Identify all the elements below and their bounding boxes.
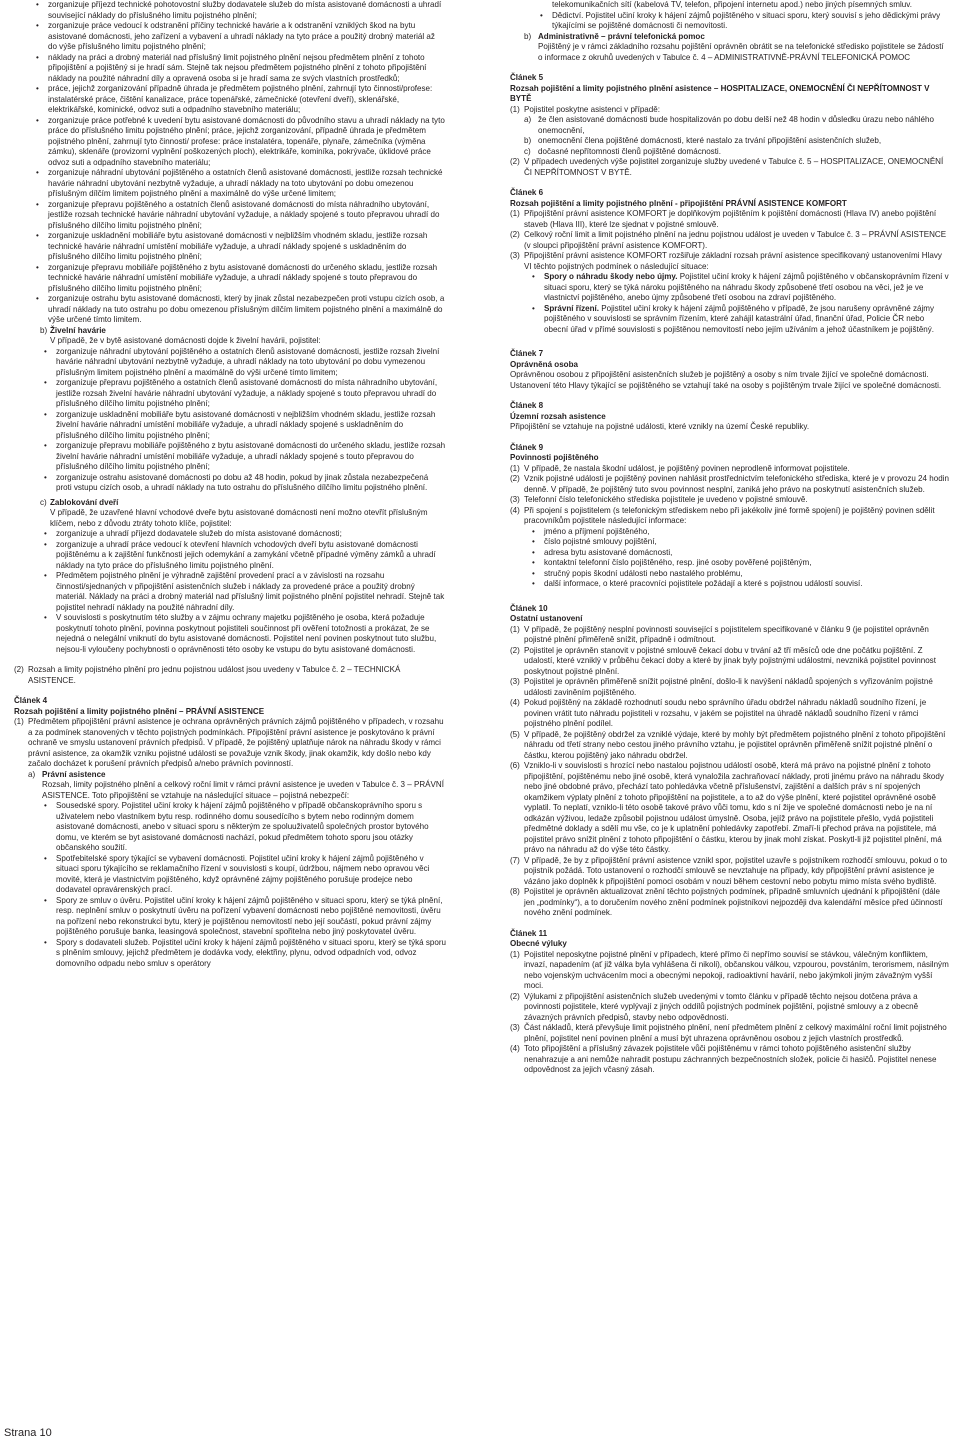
left-column bbox=[14, 0, 446, 969]
list-item: • další informace, o které pracovníci pojistitele požádají a které s pojistnou událostí souvisí. bbox=[524, 579, 950, 590]
paragraph-number: (3) bbox=[510, 495, 520, 504]
paragraph-number: (4) bbox=[510, 1044, 520, 1053]
paragraph-number: (1) bbox=[510, 624, 520, 634]
paragraph bbox=[510, 730, 950, 762]
paragraph bbox=[510, 474, 950, 495]
paragraph-number: (1) bbox=[510, 949, 520, 959]
list-item bbox=[510, 147, 950, 158]
list-item bbox=[524, 272, 950, 304]
paragraph-text: Část nákladů, která převyšuje limit pojistného plnění, není předmětem plnění z celkový maximální roční limit pojistného plnění, pojistitel není povinen plnění a musí být uhrazena oprávněnou osobou z jejich vlastních prostředků. bbox=[524, 1023, 947, 1043]
list-item: • zorganizuje příjezd technické pohotovostní služby dodavatele služeb do místa asistované domácnosti a uhradí související náklady do příslušného limitu pojistného plnění; bbox=[28, 0, 446, 21]
paragraph-text: V případech uvedených výše pojistitel zorganizuje služby uvedené v Tabulce č. 5 – HOSPITALIZACE, ONEMOCNĚNÍ ČI NEPŘÍTOMNOST V BYTĚ. bbox=[524, 157, 944, 177]
list-item: telekomunikačních sítí (kabelová TV, telefon, připojení internetu apod.) nebo jiných písemných smluv. bbox=[552, 0, 912, 9]
list-item: • zorganizuje přepravu pojištěného a ostatních členů asistované domácnosti do místa náhradního ubytování, jestliže rozsah technické havárie náhradní ubytování vyžaduje, a náklady spojené s touto přepravou uhradí do příslušného dílčího limitu pojistného plnění; bbox=[28, 200, 446, 232]
paragraph-text: V případě, že pojištěný obdržel za vzniklé výdaje, které by mohly být předmětem pojistného plnění z tohoto připojištění náhradu od třetí strany nebo cestou jiného právního vztahu, je pojistitel oprávněn přiměřeně snížit pojistné plnění o částku, kterou pojištěný jako náhradu obdržel. bbox=[524, 729, 946, 760]
paragraph-text: Pojistitel neposkytne pojistné plnění v případech, které přímo či nepřímo souvisí se stávkou, válečným konfliktem, invazí, napadením (ať již válka byla vyhlášena či nikoli), občanskou válkou, vzpourou, povstáním, terorismem, násilným nebo vojenským uchvácením moci a obecnými nepokoji, radioaktivní havárií, nebo jakýmkoli jiným závažným vyšší moci. bbox=[524, 949, 949, 990]
article-title: Rozsah pojištění a limity pojistného plnění asistence – HOSPITALIZACE, ONEMOCNĚNÍ ČI NEPŘÍTOMNOST V BYTĚ bbox=[510, 83, 930, 103]
item-text: Pojistitel učiní kroky k hájení zájmů pojištěného v občanskoprávním řízení v situaci sporu, který se týká nároku pojištěného na náhradu škody způsobené třetí osobou na věci, jež je ve vlastnictví pojištěného, anebo újmy způsobené třetí osobou na zdraví pojištěného. bbox=[544, 272, 949, 302]
paragraph-number: (1) bbox=[14, 717, 24, 726]
paragraph bbox=[510, 1023, 950, 1044]
paragraph bbox=[510, 646, 950, 678]
paragraph-number: (6) bbox=[510, 761, 520, 770]
paragraph bbox=[510, 761, 950, 856]
list-item: • zorganizuje uskladnění mobiliáře bytu asistované domácnosti v nejbližším vhodném skladu, jestliže rozsah živelní havárie náhradní umístění mobiliáře vyžaduje, a uhradí náklady spojené s uskladněním do příslušného dílčího limitu pojistného plnění; bbox=[36, 410, 446, 442]
article-title: Rozsah pojištění a limity pojistného plnění - připojištění PRÁVNÍ ASISTENCE KOMFORT bbox=[510, 198, 847, 208]
list-item: • náklady na práci a drobný materiál nad příslušný limit pojistného plnění nejsou předmětem plnění z tohoto připojištění a pojištěný si je hradí sám. Stejně tak nejsou předmětem pojistného plnění z tohoto připojištění náklady na použité náhradní díly a opravená osoba si je hradí sama ze svých vlastních prostředků; bbox=[28, 53, 446, 85]
paragraph bbox=[510, 209, 950, 230]
paragraph-number: (2) bbox=[510, 645, 520, 655]
list-item: • práce, jejichž zorganizování případně úhrada je předmětem pojistného plnění, zahrnují tyto činnosti/profese: instalatérské práce, čištění kanalizace, práce topenářské, zámečnické (otevření dveří), sklenářské, elektrikářské, kominické, odvoz suti a odpadního stavebního materiálu; bbox=[28, 84, 446, 116]
section-title: Administrativně – právní telefonická pomoc bbox=[538, 31, 705, 41]
paragraph-2 bbox=[14, 665, 446, 686]
item-mark: b) bbox=[524, 136, 532, 145]
paragraph-text: Toto připojištění a příslušný závazek pojistitele vůči pojištěnému v rámci tohoto pojištěného asistenční služby nenahrazuje a ani nemůže nahradit postupu záchranných bezpečnostních složek, policie či hasičů. Pojistitel nenese odpovědnost za jejich včasný zásah. bbox=[524, 1044, 937, 1074]
paragraph-text: Vznik pojistné události je pojištěný povinen nahlásit prostřednictvím telefonického střediska, které je v provozu 24 hodin denně. V případě, že pojištěný tuto svou povinnost nesplní, zaniká jeho právo na poskytnutí asistenčních služeb. bbox=[524, 474, 949, 494]
paragraph-number: (2) bbox=[510, 474, 520, 483]
paragraph-text: V případě, že pojištěný nesplní povinnosti související s pojistitelem specifikované v článku 9 (je pojistitel oprávněn pojistné plnění přiměřeně snížit, případně i odmítnout. bbox=[524, 624, 929, 644]
article-title: Ostatní ustanovení bbox=[510, 614, 583, 623]
info-bullets bbox=[510, 527, 950, 590]
section-mark: c) bbox=[40, 497, 47, 507]
item-text: dočasné nepřítomnosti členů pojištěné domácnosti. bbox=[538, 146, 721, 156]
article-label: Článek 11 bbox=[510, 928, 548, 938]
paragraph-number: (1) bbox=[510, 463, 520, 473]
paragraph-number: (1) bbox=[510, 104, 520, 114]
paragraph-number: (3) bbox=[510, 1023, 520, 1032]
paragraph-text: Při spojení s pojistitelem (s telefonickým střediskem nebo při jakékoliv jiné formě spojení) je pojištěný povinen sdělit pracovníkům pojistitele následující informace: bbox=[524, 505, 935, 525]
article-title: Rozsah pojištění a limity pojistného plnění – PRÁVNÍ ASISTENCE bbox=[14, 706, 265, 716]
paragraph-number: (5) bbox=[510, 729, 520, 739]
paragraph-text: Pojistitel je oprávněn stanovit v pojistné smlouvě čekací dobu v trvání až tří měsíců ode dne počátku pojištění. Z udalostí, které vzniklý v průběhu čekací doby a které by jinak byly pojistnými událostmi, nevzniká pojistitel povinnost poskytnout pojistné plnění. bbox=[524, 645, 936, 676]
paragraph-number: (2) bbox=[14, 665, 24, 674]
door-bullets bbox=[14, 529, 446, 655]
paragraph bbox=[510, 464, 950, 475]
list-item: • jméno a příjmení pojištěného, bbox=[524, 527, 950, 538]
article-text: Oprávněnou osobou z připojištění asistenčních služeb je pojištěný a osoby s ním trvale žijící ve společné domácnosti. Ustanovení této Hlavy týkající se pojištěného se vztahují také na osoby s pojištěným trvale žijící ve společné domácnosti. bbox=[510, 370, 942, 390]
paragraph-text: Telefonní číslo telefonického střediska pojistitele je uvedeno v pojistné smlouvě. bbox=[524, 495, 808, 504]
paragraph-text: Pojistitel je oprávněn aktualizovat znění těchto pojistných podmínek, případně smluvních ujednání k připojištění (dále jen „podmínky“), a to doručením nového znění podmínek pojistníkovi nejpozději dva kalendářní měsíce před účinností nového znění podmínek. bbox=[524, 887, 943, 917]
paragraph-text: V případě, že by z připojištění právní asistence vznikl spor, pojistitel uzavře s pojistníkem rozhodčí smlouvu, pokud o to pojistník požádá. Toto ustanovení o rozhodčí smlouvě se nevztahuje na případy, kdy připojištění právní asistence je vázáno jako doplněk k připojištění pomoci osobám v nouzi během cestovní nebo pobytu mimo místa svého bydliště. bbox=[524, 855, 948, 886]
list-item: • zorganizuje práce potřebné k uvedení bytu asistované domácnosti do původního stavu a uhradí náklady na tyto práce do příslušného limitu pojistného plnění; práce, jejichž zorganizování, případně úhrada je předmětem pojistného plnění, zahrnují tyto činnosti/ profese: práce instalatéra, topenáře, plynaře, zámečníka (výměna zámku), sklenáře (provizorní vyplnění poškozených ploch), elektrikáře, kominíka, pokrývače, úklidové práce odvoz suti a odpadního stavebního materiálu; bbox=[28, 116, 446, 169]
article-title: Obecné výluky bbox=[510, 939, 567, 948]
list-item: • zorganizuje přepravu mobiliáře pojištěného z bytu asistované domácnosti do určeného skladu, jestliže rozsah živelní havárie náhradní umístění mobiliáře vyžaduje, a uhradí náklady spojené s touto přepravou do příslušného dílčího limitu pojistného plnění; bbox=[36, 441, 446, 473]
paragraph bbox=[510, 887, 950, 919]
section-title: Právní asistence bbox=[42, 769, 106, 779]
article-title: Povinnosti pojištěného bbox=[510, 453, 599, 462]
list-item: • zorganizuje přepravu mobiliáře pojištěného z bytu asistované domácnosti do určeného skladu, jestliže rozsah technické havárie náhradní umístění mobiliáře vyžaduje, a uhradí náklady spojené s touto přepravou do příslušného dílčího limitu pojistného plnění; bbox=[28, 263, 446, 295]
komfort-bullets bbox=[510, 272, 950, 335]
item-text: Pojistitel učiní kroky k hájení zájmů pojištěného v případě, že jsou narušeny oprávněné zájmy pojištěného v souvislosti se správním řízením, které zahájil katastrální úřad, finanční úřad, Policie ČR nebo obecní úřad v přímé souvislosti s pojištěnou nemovitostí nebo jejím užíváním a jehož účastníkem je pojištěný. bbox=[544, 303, 935, 334]
paragraph-number: (7) bbox=[510, 855, 520, 865]
list-item: • Spory ze smluv o úvěru. Pojistitel učiní kroky k hájení zájmů pojištěného v situaci sporu, který se týká plnění, resp. neplnění smluv o poskytnutí úvěru na pořízení vybavení domácnosti nebo pojištěné nemovitosti, úvěru na pořízení nebo rekonstrukci bytu, který je pojištěnou nemovitostí nebo její součástí, pokud právní zájmy pojištěného porušuje banka, leasingová společnost, stavební spořitelna nebo jiný poskytovatel úvěru. bbox=[36, 896, 446, 938]
list-item: • zorganizuje přepravu pojištěného a ostatních členů asistované domácnosti do místa náhradního ubytování, jestliže rozsah živelní havárie náhradní ubytování vyžaduje, a náklady spojené s touto přepravou uhradí do příslušného dílčího limitu pojistného plnění; bbox=[36, 378, 446, 410]
list-item: • Dědictví. Pojistitel učiní kroky k hájení zájmů pojištěného v situaci sporu, který souvisí s jeho dědickými právy týkajícími se pojištěné domácnosti či nemovitosti. bbox=[532, 11, 950, 32]
paragraph bbox=[510, 230, 950, 251]
item-mark: a) bbox=[524, 115, 532, 124]
item-mark: c) bbox=[524, 146, 531, 156]
list-item bbox=[524, 304, 950, 336]
section-text: Rozsah, limity pojistného plnění a celkový roční limit v rámci právní asistence je uveden v Tabulce č. 3 – PRÁVNÍ ASISTENCE. Toto připojištění se vztahuje na následující situace – pojistná nebezpečí: bbox=[42, 780, 444, 800]
list-item: • zorganizuje a uhradí příjezd dodavatele služeb do místa asistované domácnosti; bbox=[36, 529, 446, 540]
paragraph bbox=[510, 677, 950, 698]
paragraph-text: Celkový roční limit a limit pojistného plnění na jednu pojistnou událost je uveden v Tabulce č. 3 – PRÁVNÍ ASISTENCE (v sloupci připojištění právní asistence KOMFORT). bbox=[524, 230, 947, 250]
paragraph bbox=[510, 992, 950, 1024]
paragraph-text: Vzniklo-li v souvislosti s hrozící nebo nastalou pojistnou událostí osobě, která má právo na pojistné plnění z tohoto připojištění, pojištěnému nebo jiné osobě, která vynaložila zachraňovací náklady, proti jinému právo na náhradu škody nebo jiné obdobné právo, přechází tato pohledávka včetně příslušenství, zajištění a dalších práv s ní spojených okamžikem výplaty plnění z tohoto připojištění na pojistitele, a to až do výše plnění, které pojistitel oprávněné osobě vyplatil. To neplatí, vzniklo-li této osobě takové právo vůči tomu, kdo s ní žije ve společné domácnosti nebo je na ní odkázán výživou, ledaže způsobil pojistnou událost úmyslně. Osoba, jejíž právo na pojistitele přešlo, vydá pojistiteli předmětné doklady a sdělí mu vše, co je k uplatnění pohledávky zapotřebí. Zmaří-li přechod práva na pojistitele, má pojistitel právo snížit plnění z tohoto připojištění o částku, kterou by jinak mohl získat. Poskytl-li již pojistitel plnění, má právo na náhradu až do výše této částky. bbox=[524, 761, 944, 854]
article-label: Článek 7 bbox=[510, 349, 544, 358]
list-item: • kontaktní telefonní číslo pojištěného, resp. jiné osoby pověřené pojištěným, bbox=[524, 558, 950, 569]
article-title: Oprávněná osoba bbox=[510, 359, 578, 369]
list-item: • číslo pojistné smlouvy pojištění, bbox=[524, 537, 950, 548]
list-item: • Spory s dodavateli služeb. Pojistitel učiní kroky k hájení zájmů pojištěného v situaci sporu, který se týká sporu s plněním smlouvy, jejichž předmětem je dodávka vody, elektřiny, plynu, odvod odpadních vod, odvoz domovního odpadu nebo smluv s operátory bbox=[36, 938, 446, 970]
section-a bbox=[14, 770, 446, 802]
paragraph bbox=[510, 950, 950, 992]
paragraph bbox=[510, 105, 950, 116]
paragraph-number: (1) bbox=[510, 209, 520, 218]
list-item: • Předmětem pojistného plnění je výhradně zajištění provedení prací a v závislosti na rozsahu činnosti/sjednaných v připojištění asistenčních služeb i náklady za provedené práce a použitý drobný materiál. Náklady na práci a drobný materiál nad příslušný limit pojistného plnění pojistitel nehradí. Stejně tak pojistitel nehradí náklady na použité náhradní díly. bbox=[36, 571, 446, 613]
paragraph bbox=[510, 856, 950, 888]
list-item: • zorganizuje ostrahu asistované domácnosti po dobu až 48 hodin, pokud by jinak zůstala nezabezpečená proti vstupu cizích osob, a uhradí náklady na tuto ostrahu do příslušného dílčího limitu pojistného plnění. bbox=[36, 473, 446, 494]
article-label: Článek 8 bbox=[510, 401, 544, 410]
paragraph-text: Pokud pojištěný na základě rozhodnutí soudu nebo správního úřadu obdržel náhradu nákladů soudního řízení, je povinen vrátit tuto náhradu pojistiteli v rozsahu, v jakém se pojistitel na úhradě nákladů soudního řízení v rámci pojistného plnění podílel. bbox=[524, 698, 927, 728]
list-item: • zorganizuje ostrahu bytu asistované domácnosti, který by jinak zůstal nezabezpečen proti vstupu cizích osob, a uhradí náklady na tuto ostrahu po dobu omezenou příslušným dílčím limitem pojistného plnění a maximálně do výše určené tímto limitem. bbox=[28, 294, 446, 326]
list-item: • zorganizuje uskladnění mobiliáře bytu asistované domácnosti v nejbližším vhodném skladu, jestliže rozsah technické havárie náhradní umístění mobiliáře vyžaduje, a uhradí náklady spojené s uskladněním do příslušného dílčího limitu pojistného plnění; bbox=[28, 231, 446, 263]
item-heading: Správní řízení. bbox=[544, 303, 600, 313]
list-item: • Spotřebitelské spory týkající se vybavení domácnosti. Pojistitel učiní kroky k hájení zájmů pojištěného v situaci sporu týkajícího se reklamačního řízení v souvislosti s koupí, údržbou, nájmem nebo opravou věci movité, která je vlastnictvím pojištěného, když oprávněné zájmy pojištěného porušuje prodejce nebo dodavatel opravárenských prací. bbox=[36, 854, 446, 896]
article-label: Článek 6 bbox=[510, 188, 544, 197]
paragraph bbox=[510, 251, 950, 272]
paragraph-text: Připojištění právní asistence KOMFORT je doplňkovým pojištěním k pojištění domácnosti (Hlava IV) anebo pojištění staveb (Hlava III), které lze sjednat v pojistné smlouvě. bbox=[524, 209, 937, 229]
paragraph-number: (2) bbox=[510, 991, 520, 1001]
paragraph bbox=[510, 625, 950, 646]
article-label: Článek 10 bbox=[510, 603, 548, 613]
paragraph-text: Předmětem připojištění právní asistence je ochrana oprávněných právních zájmů pojištěného v případech, v rozsahu a za podmínek stanovených v těchto pojistných podmínkách. Připojištění právní asistence je poskytováno k právní ochraně ve smyslu ustanovení právních předpisů. V případě, že pojištěný uplatňuje nárok na náhradu škody v rámci právní asistence, za okamžik vzniku pojistné události se považuje vznik škody, jinak okamžik, kdy došlo nebo kdy začalo docházet k porušení právních předpisů a/nebo právních povinností. bbox=[28, 717, 444, 768]
section-intro: V případě, že uzavřené hlavní vchodové dveře bytu asistované domácnosti není možno otevřít příslušným klíčem, nebo z důvodu ztráty tohoto klíče, pojistitel: bbox=[50, 508, 428, 528]
article-text: Připojištění se vztahuje na pojistné události, které vznikly na území České republiky. bbox=[510, 422, 810, 431]
item-heading: Spory o náhradu škody nebo újmy. bbox=[544, 272, 678, 281]
paragraph bbox=[510, 698, 950, 730]
paragraph-number: (8) bbox=[510, 887, 520, 896]
paragraph bbox=[510, 157, 950, 178]
item-text: že člen asistované domácnosti bude hospitalizován po dobu delší než 48 hodin v důsledku úrazu nebo náhlého onemocnění, bbox=[538, 115, 934, 135]
flood-bullets bbox=[14, 347, 446, 494]
list-item: • zorganizuje a uhradí práce vedoucí k otevření hlavních vchodových dveří bytu asistované domácnosti pojištěnému a k zajištění funkčnosti jejich odemykání a zamykání včetně případné výměny zámků a uhradí náklady na tyto práce do příslušného limitu pojistného plnění. bbox=[36, 540, 446, 572]
technical-bullets bbox=[14, 0, 446, 326]
page-number: Strana 10 bbox=[4, 1427, 52, 1439]
list-item: • Sousedské spory. Pojistitel učiní kroky k hájení zájmů pojištěného v případě občanskoprávního sporu s uživatelem nebo vlastníkem bytu resp. rodinného domu sousedícího s bytem nebo rodinným domem asistované domácnosti, anebo v situaci sporu s některým ze spoluuživatelů společných prostor bytového domu, ve kterém se byt asistované domácnosti nachází, pokud předmětem tohoto sporu jsou otázky občanského soužití. bbox=[36, 801, 446, 854]
list-item: • zorganizuje náhradní ubytování pojištěného a ostatních členů asistované domácnosti, jestliže rozsah živelní havárie náhradní ubytování nezbytně vyžaduje, a uhradí náklady na toto ubytování po dobu vymezenou příslušným limitem pojistného plnění a maximálně do výši určené tímto limitem; bbox=[36, 347, 446, 379]
article-label: Článek 9 bbox=[510, 442, 544, 452]
item-text: onemocnění člena pojištěné domácnosti, které nastalo za trvání připojištění asistenčních služeb, bbox=[538, 136, 882, 145]
paragraph-number: (2) bbox=[510, 157, 520, 166]
paragraph-number: (4) bbox=[510, 698, 520, 707]
article-label: Článek 4 bbox=[14, 696, 48, 705]
list-item: • zorganizuje náhradní ubytování pojištěného a ostatních členů asistované domácnosti, jestliže rozsah technické havárie náhradní ubytování nezbytně vyžaduje, a uhradí náklady na toto ubytování po dobu omezenou příslušným dílčím limitem pojistného plnění a maximálně do výše určené limitem; bbox=[28, 168, 446, 200]
section-b bbox=[14, 326, 446, 347]
paragraph bbox=[510, 506, 950, 527]
list-item bbox=[510, 136, 950, 147]
list-item: • stručný popis škodní události nebo nastalého problému, bbox=[524, 569, 950, 580]
legal-bullets bbox=[14, 801, 446, 969]
section-intro: V případě, že v bytě asistované domácnosti dojde k živelní havárii, pojistitel: bbox=[50, 336, 321, 345]
section-text: Pojištěný je v rámci základního rozsahu pojištění oprávněn obrátit se na telefonické středisko pojistitele se žádostí o informace z okruhů uvedených v Tabulce č. 4 – ADMINISTRATIVNĚ-PRÁVNÍ TELEFONICKÁ POMOC bbox=[538, 42, 944, 62]
paragraph-number: (3) bbox=[510, 251, 520, 260]
continued-bullets bbox=[510, 0, 950, 32]
section-title: Zablokování dveří bbox=[50, 497, 119, 507]
section-b bbox=[510, 32, 950, 64]
paragraph-number: (2) bbox=[510, 230, 520, 239]
section-mark: b) bbox=[524, 31, 532, 41]
paragraph-number: (3) bbox=[510, 677, 520, 686]
paragraph-1 bbox=[14, 717, 446, 770]
paragraph-text: Připojištění právní asistence KOMFORT rozšiřuje základní rozsah právní asistence specifikovaný ustanoveními Hlavy VI těchto pojistných podmínek o následující situace: bbox=[524, 251, 942, 271]
paragraph bbox=[510, 1044, 950, 1076]
section-title: Živelní havárie bbox=[50, 325, 106, 335]
list-item: • adresa bytu asistované domácnosti, bbox=[524, 548, 950, 559]
paragraph-text: Pojistitel je oprávněn přiměřeně snížit pojistné plnění, došlo-li k navýšení nákladů spojených s vyřizováním pojistné události zaviněním pojištěného. bbox=[524, 677, 933, 697]
list-item: • zorganizuje práce vedoucí k odstranění příčiny technické havárie a k odstranění vzniklých škod na bytu asistované domácnosti, jeho zařízení a vybavení a uhradí náklady na tyto práce a použitý drobný materiál až do výše příslušného limitu pojistného plnění; bbox=[28, 21, 446, 53]
paragraph-text: V případě, že nastala škodní událost, je pojištěný povinen neprodleně informovat pojistitele. bbox=[524, 463, 850, 473]
paragraph bbox=[510, 495, 950, 506]
paragraph-text: Rozsah a limity pojistného plnění pro jednu pojistnou událost jsou uvedeny v Tabulce č. 2 – TECHNICKÁ ASISTENCE. bbox=[28, 665, 401, 685]
article-title: Územní rozsah asistence bbox=[510, 411, 606, 421]
section-mark: a) bbox=[28, 769, 36, 779]
right-column bbox=[510, 0, 950, 1076]
paragraph-number: (4) bbox=[510, 505, 520, 515]
article-label: Článek 5 bbox=[510, 73, 544, 82]
section-mark: b) bbox=[40, 325, 48, 335]
paragraph-text: Pojistitel poskytne asistenci v případě: bbox=[524, 104, 660, 114]
paragraph-text: Výlukami z připojištění asistenčních služeb uvedenými v tomto článku v případě těchto nejsou dotčena práva a povinnosti pojistitele, které vyplývají z jiných oddílů pojistných podmínek pojištění, pojistné smlouvy a z obecně závazných právních předpisů, stavby nebo odpovědnosti. bbox=[524, 991, 919, 1022]
section-c bbox=[14, 498, 446, 530]
list-item: • V souvislosti s poskytnutím této služby a v zájmu ochrany majetku pojištěného je osoba, která požaduje poskytnutí tohoto plnění, povinna poskytnout pojistiteli součinnost při ověření totožnosti a prokázat, že se nejedná o nelegální vniknutí do bytu asistované domácnosti. Pojistitel není povinen poskytnout tuto službu, nejsou-li vyloučeny pochybnosti o oprávněnosti této osoby ke vstupu do bytu asistované domácnosti. bbox=[36, 613, 446, 655]
list-item bbox=[510, 115, 950, 136]
